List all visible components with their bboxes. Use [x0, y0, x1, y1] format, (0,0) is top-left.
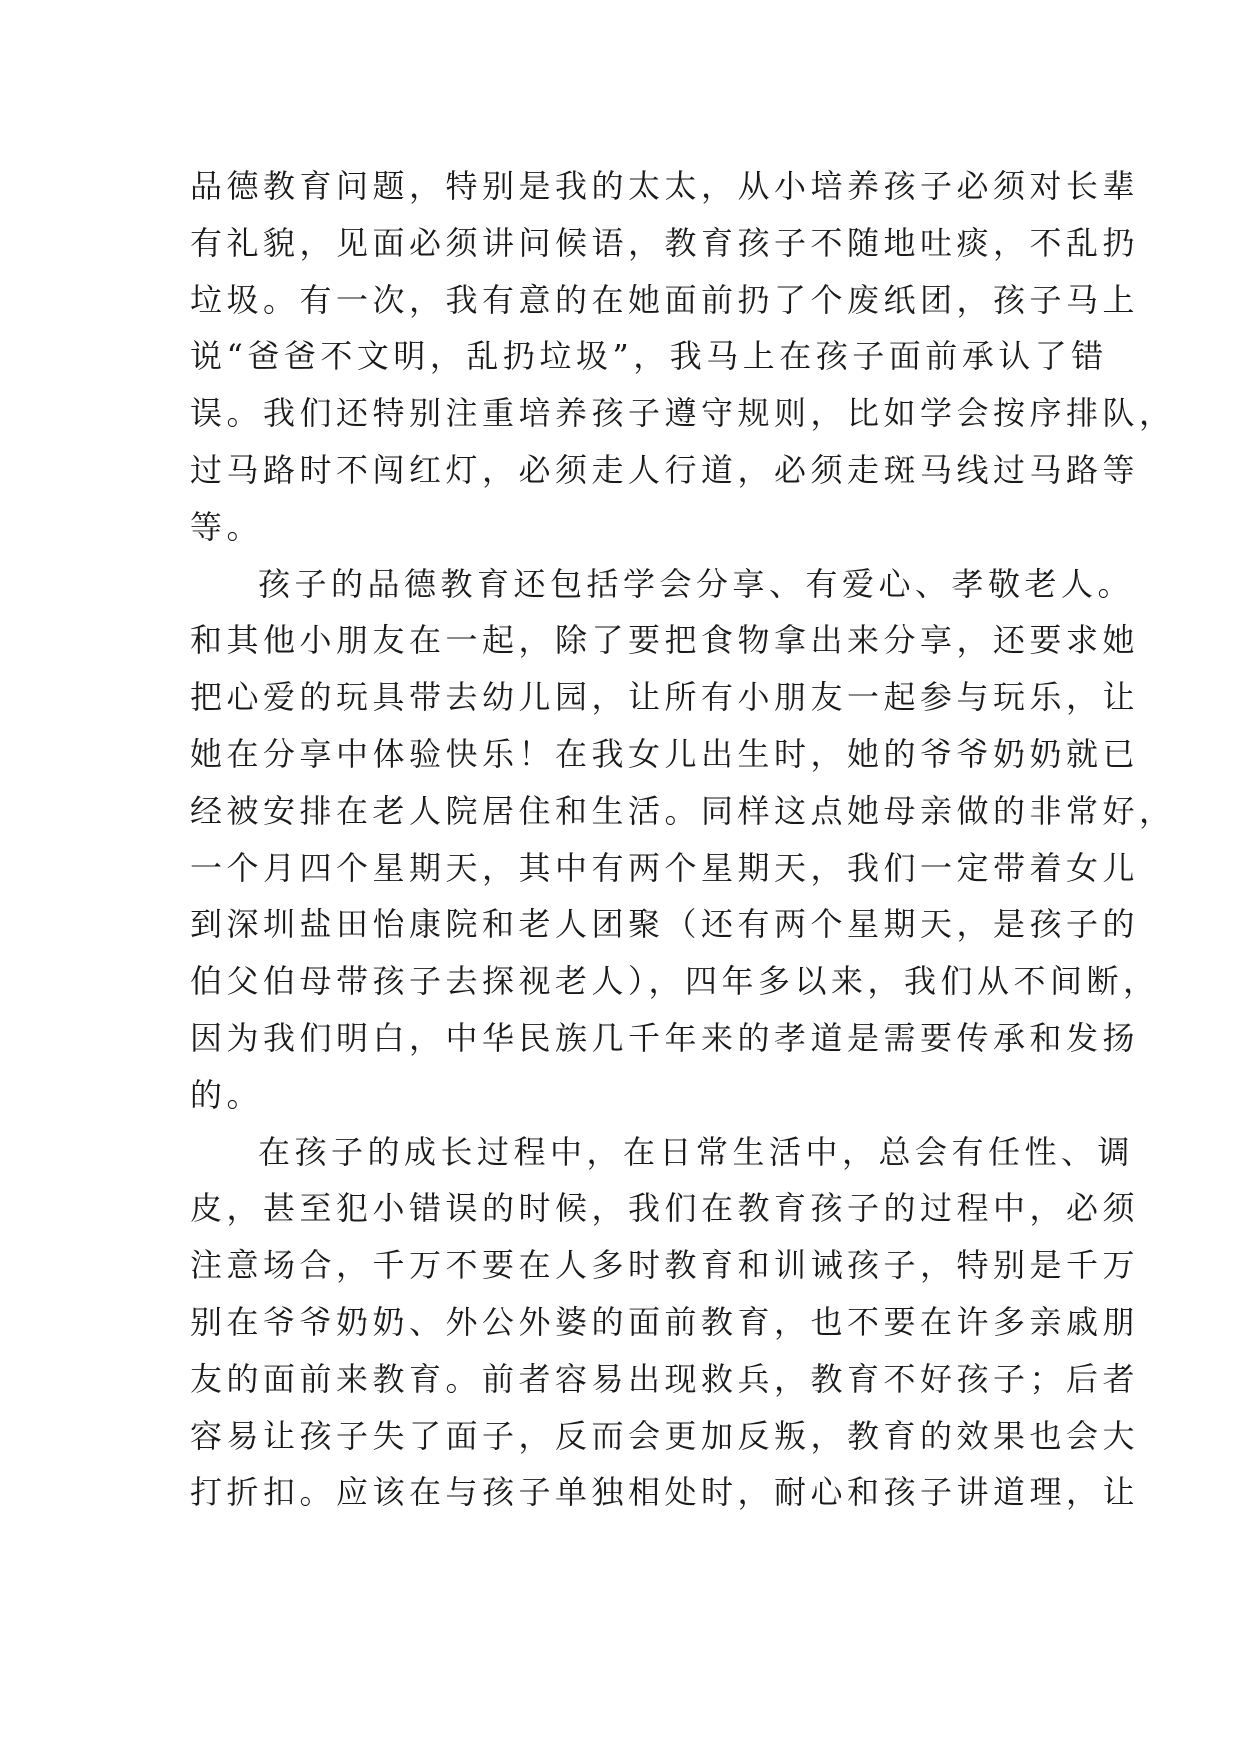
text-line: 和其他小朋友在一起，除了要把食物拿出来分享，还要求她 [190, 621, 1140, 660]
text-line: 容易让孩子失了面子，反而会更加反叛，教育的效果也会大 [190, 1416, 1140, 1455]
text-line: 因为我们明白，中华民族几千年来的孝道是需要传承和发扬 [190, 1018, 1140, 1057]
text-line: 过马路时不闯红灯，必须走人行道，必须走斑马线过马路等 [190, 450, 1140, 489]
text-line: 注意场合，千万不要在人多时教育和训诫孩子，特别是千万 [190, 1246, 1140, 1285]
text-line: 她在分享中体验快乐！在我女儿出生时，她的爷爷奶奶就已 [190, 734, 1140, 773]
text-line: 孩子的品德教育还包括学会分享、有爱心、孝敬老人。 [258, 564, 1135, 603]
text-line: 误。我们还特别注重培养孩子遵守规则，比如学会按序排队， [190, 394, 1176, 433]
text-line: 伯父伯母带孩子去探视老人），四年多以来，我们从不间断， [190, 962, 1160, 1001]
text-line: 别在爷爷奶奶、外公外婆的面前教育，也不要在许多亲戚朋 [190, 1302, 1140, 1341]
text-line: 品德教育问题，特别是我的太太，从小培养孩子必须对长辈 [190, 167, 1140, 205]
paragraph-1 [190, 158, 1176, 556]
paragraph-2 [190, 556, 1176, 1124]
text-line: 垃圾。有一次，我有意的在她面前扔了个废纸团，孩子马上 [190, 280, 1140, 319]
text-line: 友的面前来教育。前者容易出现救兵，教育不好孩子；后者 [190, 1359, 1140, 1398]
text-line: 说“爸爸不文明，乱扔垃圾”，我马上在孩子面前承认了错 [190, 337, 1108, 376]
text-line: 在孩子的成长过程中，在日常生活中，总会有任性、调 [258, 1132, 1135, 1171]
document-body [190, 158, 1176, 1521]
text-line: 到深圳盐田怡康院和老人团聚（还有两个星期天，是孩子的 [190, 905, 1140, 944]
text-line: 有礼貌，见面必须讲问候语，教育孩子不随地吐痰，不乱扔 [190, 223, 1140, 262]
text-line: 打折扣。应该在与孩子单独相处时，耐心和孩子讲道理，让 [190, 1473, 1140, 1512]
text-line: 等。 [190, 507, 264, 546]
text-line: 的。 [190, 1075, 264, 1114]
text-line: 一个月四个星期天，其中有两个星期天，我们一定带着女儿 [190, 848, 1140, 887]
paragraph-3 [190, 1124, 1140, 1522]
text-line: 皮，甚至犯小错误的时候，我们在教育孩子的过程中，必须 [190, 1189, 1140, 1228]
text-line: 经被安排在老人院居住和生活。同样这点她母亲做的非常好， [190, 791, 1176, 830]
text-line: 把心爱的玩具带去幼儿园，让所有小朋友一起参与玩乐，让 [190, 678, 1140, 717]
